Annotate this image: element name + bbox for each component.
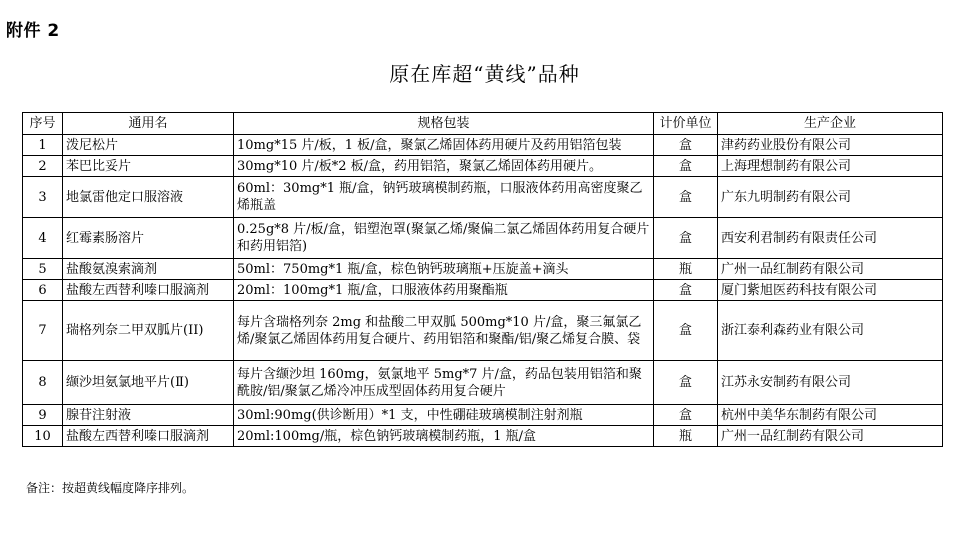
document-title: 原在库超“黄线”品种 xyxy=(389,62,580,86)
table-row xyxy=(23,156,943,177)
row-generic-name: 缬沙坦氨氯地平片(Ⅱ) xyxy=(63,361,234,405)
footnote: 备注：按超黄线幅度降序排列。 xyxy=(26,481,195,495)
row-index: 7 xyxy=(23,301,63,361)
row-generic-name: 盐酸氨溴索滴剂 xyxy=(63,259,234,280)
row-index: 8 xyxy=(23,361,63,405)
table-row xyxy=(23,218,943,259)
row-spec-packaging: 60ml：30mg*1 瓶/盒，钠钙玻璃模制药瓶，口服液体药用高密度聚乙烯瓶盖 xyxy=(234,177,654,218)
row-index: 6 xyxy=(23,280,63,301)
row-manufacturer: 江苏永安制药有限公司 xyxy=(718,361,943,405)
table-row xyxy=(23,135,943,156)
row-spec-packaging: 30ml:90mg(供诊断用）*1 支，中性硼硅玻璃模制注射剂瓶 xyxy=(234,405,654,426)
table-row xyxy=(23,259,943,280)
header-pricing-unit: 计价单位 xyxy=(654,113,718,135)
row-manufacturer: 浙江泰利森药业有限公司 xyxy=(718,301,943,361)
header-index: 序号 xyxy=(23,113,63,135)
row-pricing-unit: 盒 xyxy=(654,177,718,218)
table-row xyxy=(23,301,943,361)
row-pricing-unit: 盒 xyxy=(654,218,718,259)
row-spec-packaging: 30mg*10 片/板*2 板/盒，药用铝箔，聚氯乙烯固体药用硬片。 xyxy=(234,156,654,177)
row-generic-name: 腺苷注射液 xyxy=(63,405,234,426)
row-pricing-unit: 瓶 xyxy=(654,426,718,447)
row-spec-packaging: 每片含瑞格列奈 2mg 和盐酸二甲双胍 500mg*10 片/盒，聚三氟氯乙烯/聚氯乙烯固体药用复合硬片、药用铝箔和聚酯/铝/聚乙烯复合膜、袋 xyxy=(234,301,654,361)
row-index: 3 xyxy=(23,177,63,218)
row-index: 10 xyxy=(23,426,63,447)
row-generic-name: 瑞格列奈二甲双胍片(II) xyxy=(63,301,234,361)
row-generic-name: 泼尼松片 xyxy=(63,135,234,156)
row-manufacturer: 津药药业股份有限公司 xyxy=(718,135,943,156)
row-index: 2 xyxy=(23,156,63,177)
row-pricing-unit: 盒 xyxy=(654,301,718,361)
row-manufacturer: 上海理想制药有限公司 xyxy=(718,156,943,177)
row-spec-packaging: 0.25g*8 片/板/盒，铝塑泡罩(聚氯乙烯/聚偏二氯乙烯固体药用复合硬片和药用铝箔) xyxy=(234,218,654,259)
row-generic-name: 苯巴比妥片 xyxy=(63,156,234,177)
header-manufacturer: 生产企业 xyxy=(718,113,943,135)
row-index: 5 xyxy=(23,259,63,280)
table-row xyxy=(23,177,943,218)
table-row xyxy=(23,426,943,447)
row-manufacturer: 杭州中美华东制药有限公司 xyxy=(718,405,943,426)
row-manufacturer: 广州一品红制药有限公司 xyxy=(718,259,943,280)
row-generic-name: 地氯雷他定口服溶液 xyxy=(63,177,234,218)
row-pricing-unit: 瓶 xyxy=(654,259,718,280)
row-index: 9 xyxy=(23,405,63,426)
row-pricing-unit: 盒 xyxy=(654,135,718,156)
product-table xyxy=(22,112,943,447)
row-spec-packaging: 每片含缬沙坦 160mg，氨氯地平 5mg*7 片/盒，药品包装用铝箔和聚酰胺/铝/聚氯乙烯冷冲压成型固体药用复合硬片 xyxy=(234,361,654,405)
row-pricing-unit: 盒 xyxy=(654,156,718,177)
row-manufacturer: 厦门紫旭医药科技有限公司 xyxy=(718,280,943,301)
row-index: 4 xyxy=(23,218,63,259)
row-spec-packaging: 20ml:100mg/瓶，棕色钠钙玻璃模制药瓶，1 瓶/盒 xyxy=(234,426,654,447)
row-generic-name: 红霉素肠溶片 xyxy=(63,218,234,259)
table-row xyxy=(23,405,943,426)
table-row xyxy=(23,361,943,405)
row-generic-name: 盐酸左西替利嗪口服滴剂 xyxy=(63,426,234,447)
row-spec-packaging: 10mg*15 片/板，1 板/盒，聚氯乙烯固体药用硬片及药用铝箔包装 xyxy=(234,135,654,156)
row-manufacturer: 西安利君制药有限责任公司 xyxy=(718,218,943,259)
attachment-label: 附件 2 xyxy=(6,21,60,41)
row-pricing-unit: 盒 xyxy=(654,280,718,301)
header-spec-packaging: 规格包装 xyxy=(234,113,654,135)
header-generic-name: 通用名 xyxy=(63,113,234,135)
row-spec-packaging: 50ml：750mg*1 瓶/盒，棕色钠钙玻璃瓶+压旋盖+滴头 xyxy=(234,259,654,280)
row-pricing-unit: 盒 xyxy=(654,405,718,426)
row-spec-packaging: 20ml：100mg*1 瓶/盒，口服液体药用聚酯瓶 xyxy=(234,280,654,301)
row-manufacturer: 广东九明制药有限公司 xyxy=(718,177,943,218)
row-generic-name: 盐酸左西替利嗪口服滴剂 xyxy=(63,280,234,301)
table-row xyxy=(23,280,943,301)
table-header-row xyxy=(23,113,943,135)
row-pricing-unit: 盒 xyxy=(654,361,718,405)
row-manufacturer: 广州一品红制药有限公司 xyxy=(718,426,943,447)
row-index: 1 xyxy=(23,135,63,156)
